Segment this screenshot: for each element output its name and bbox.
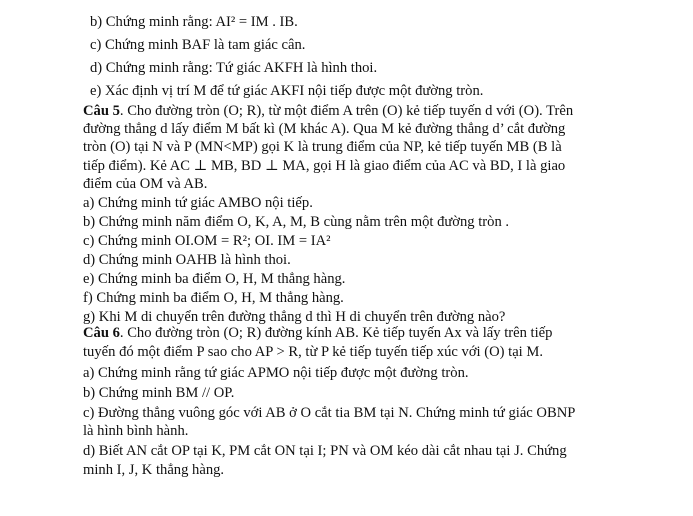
prev-part-c: c) Chứng minh BAF là tam giác cân. — [90, 37, 306, 53]
q6-line-2: tuyến đó một điểm P sao cho AP > R, từ P kẻ tiếp tuyến tiếp xúc với (O) tại M. — [83, 344, 544, 360]
q6-part-a: a) Chứng minh rằng tứ giác APMO nội tiếp được một đường tròn. — [83, 365, 469, 381]
q6-part-c: c) Đường thẳng vuông góc với AB ở O cắt tia BM tại N. Chứng minh tứ giác OBNP — [83, 405, 576, 421]
q5-label: Câu 5 — [83, 103, 120, 119]
q5-part-d: d) Chứng minh OAHB là hình thoi. — [83, 252, 291, 268]
q5-line-3: tròn (O) tại N và P (MN<MP) gọi K là trung điểm của NP, kẻ tiếp tuyến MB (B là — [83, 139, 562, 155]
q5-line-5: điểm của OM và AB. — [83, 176, 208, 192]
q6-label: Câu 6 — [83, 325, 120, 341]
prev-part-e: e) Xác định vị trí M để tứ giác AKFI nội tiếp được một đường tròn. — [90, 83, 484, 99]
q5-line-2: đường thẳng d lấy điểm M bất kì (M khác A). Qua M kẻ đường thẳng d’ cắt đường — [83, 121, 566, 137]
q6-part-d-cont: minh I, J, K thẳng hàng. — [83, 462, 225, 478]
q5-part-a: a) Chứng minh tứ giác AMBO nội tiếp. — [83, 195, 313, 211]
prev-part-d: d) Chứng minh rằng: Tứ giác AKFH là hình thoi. — [90, 60, 378, 76]
q6-part-c-cont: là hình bình hành. — [83, 423, 189, 439]
q6-text-1: . Cho đường tròn (O; R) đường kính AB. Kẻ tiếp tuyến Ax và lấy trên tiếp — [119, 325, 553, 341]
q6-part-b: b) Chứng minh BM // OP. — [83, 385, 235, 401]
q5-part-e: e) Chứng minh ba điểm O, H, M thẳng hàng. — [83, 271, 346, 287]
q5-line-1 — [83, 103, 573, 120]
q6-part-d: d) Biết AN cắt OP tại K, PM cắt ON tại I; PN và OM kéo dài cắt nhau tại J. Chứng — [83, 443, 567, 459]
q6-line-1 — [83, 325, 552, 342]
q5-part-f: f) Chứng minh ba điểm O, H, M thẳng hàng. — [83, 290, 344, 306]
q5-text-1: . Cho đường tròn (O; R), từ một điểm A trên (O) kẻ tiếp tuyến d với (O). Trên — [119, 103, 574, 119]
q5-part-b: b) Chứng minh năm điểm O, K, A, M, B cùng nằm trên một đường tròn . — [83, 214, 510, 230]
q5-part-c: c) Chứng minh OI.OM = R²; OI. IM = IA² — [83, 233, 331, 249]
q5-line-4: tiếp điểm). Kẻ AC ⊥ MB, BD ⊥ MA, gọi H là giao điểm của AC và BD, I là giao — [83, 158, 566, 174]
prev-part-b: b) Chứng minh rằng: AI² = IM . IB. — [90, 14, 298, 30]
q5-part-g: g) Khi M di chuyển trên đường thẳng d thì H di chuyển trên đường nào? — [83, 309, 506, 325]
